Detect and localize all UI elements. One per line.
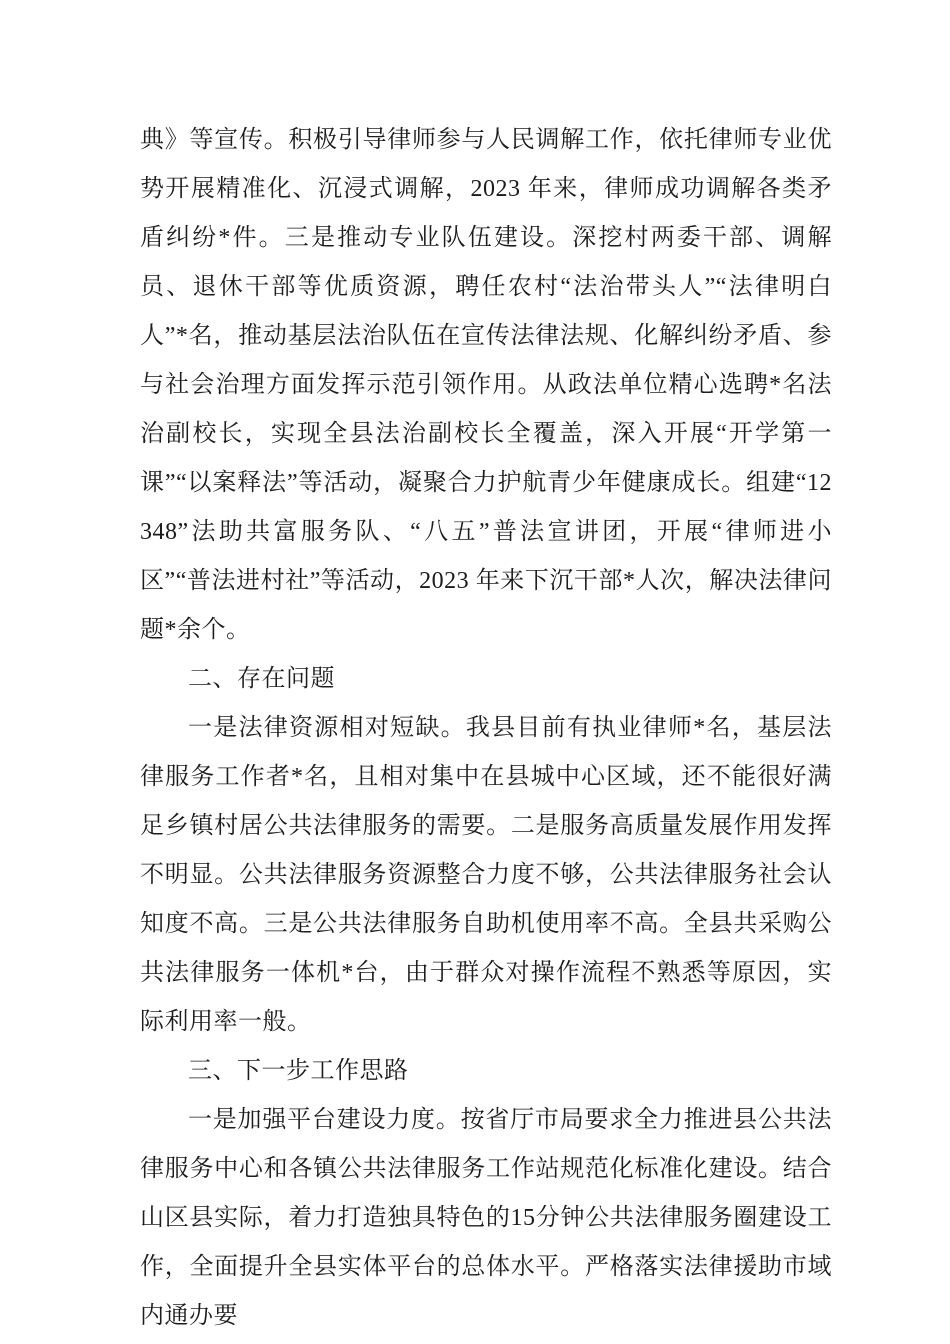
paragraph-existing-problems: 一是法律资源相对短缺。我县目前有执业律师*名，基层法律服务工作者*名，且相对集中在县城中心区域，还不能很好满足乡镇村居公共法律服务的需要。二是服务高质量发展作用发挥不明显。公共法律服务资源整合力度不够，公共法律服务社会认知度不高。三是公共法律服务自助机使用率不高。全县共采购公共法律服务一体机*台，由于群众对操作流程不熟悉等原因，实际利用率一般。 [140, 715, 832, 1035]
heading-next-steps: 三、下一步工作思路 [188, 1058, 409, 1084]
paragraph-continuation: 典》等宣传。积极引导律师参与人民调解工作，依托律师专业优势开展精准化、沉浸式调解，2023 年来，律师成功调解各类矛盾纠纷*件。三是推动专业队伍建设。深挖村两委干部、调解员、退休干部等优质资源，聘任农村“法治带头人”“法律明白人”*名，推动基层法治队伍在宣传法律法规、化解纠纷矛盾、参与社会治理方面发挥示范引领作用。从政法单位精心选聘*名法治副校长，实现全县法治副校长全覆盖，深入开展“开学第一课”“以案释法”等活动，凝聚合力护航青少年健康成长。组建“12348”法助共富服务队、“八五”普法宣讲团，开展“律师进小区”“普法进村社”等活动，2023 年来下沉干部*人次，解决法律问题*余个。 [140, 127, 832, 643]
paragraph-next-steps: 一是加强平台建设力度。按省厅市局要求全力推进县公共法律服务中心和各镇公共法律服务工作站规范化标准化建设。结合山区县实际，着力打造独具特色的15分钟公共法律服务圈建设工作，全面提升全县实体平台的总体水平。严格落实法律援助市域内通办要 [140, 1107, 832, 1329]
heading-existing-problems: 二、存在问题 [188, 666, 335, 692]
